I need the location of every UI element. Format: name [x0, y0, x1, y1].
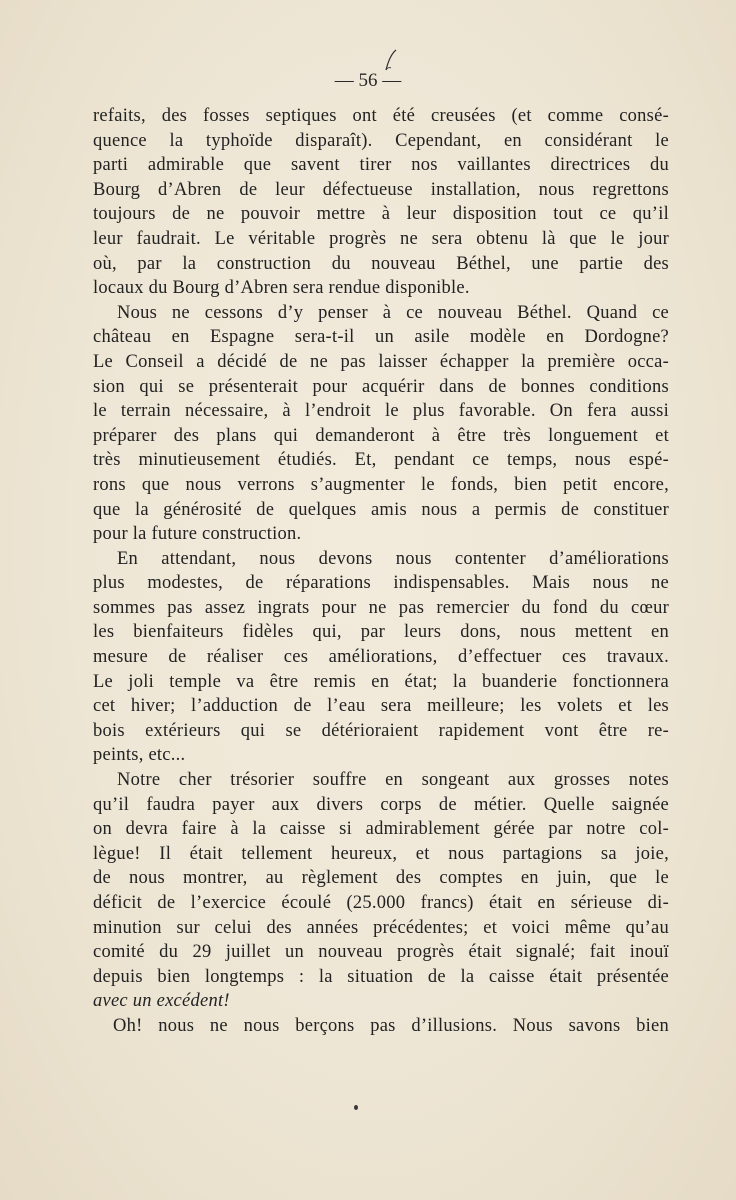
ink-dot [354, 1105, 358, 1110]
text-line: sommes pas assez ingrats pour ne pas remercier du fond du cœur [93, 597, 669, 618]
text-line: En attendant, nous devons nous contenter d’améliorations [117, 548, 669, 569]
text-line: minution sur celui des années précédentes; et voici même qu’au [93, 917, 669, 938]
text-line: rons que nous verrons s’augmenter le fonds, bien petit encore, [93, 474, 669, 495]
text-line: sion qui se présenterait pour acquérir dans de bonnes conditions [93, 376, 669, 397]
page-number: — 56 — [334, 70, 402, 91]
text-line: Notre cher trésorier souffre en songeant aux grosses notes [117, 770, 669, 791]
text-line: on devra faire à la caisse si admirablement gérée par notre col- [93, 819, 669, 840]
text-line: que la générosité de quelques amis nous a permis de constituer [93, 499, 669, 520]
text-line: quence la typhoïde disparaît). Cependant, en considérant le [93, 130, 669, 151]
text-line: avec un excédent! [93, 991, 230, 1012]
text-line: locaux du Bourg d’Abren sera rendue disponible. [93, 278, 470, 299]
text-line: Oh! nous ne nous berçons pas d’illusions. Nous savons bien [113, 1015, 669, 1036]
text-line: Nous ne cessons d’y penser à ce nouveau Béthel. Quand ce [117, 302, 669, 323]
text-line: lègue! Il était tellement heureux, et nous partagions sa joie, [93, 843, 669, 864]
text-line: depuis bien longtemps : la situation de la caisse était présentée [93, 966, 669, 987]
text-line: les bienfaiteurs fidèles qui, par leurs dons, nous mettent en [93, 622, 669, 643]
pen-mark-icon [384, 48, 398, 72]
text-line: de nous montrer, au règlement des comptes en juin, que le [93, 868, 669, 889]
text-line: qu’il faudra payer aux divers corps de métier. Quelle saignée [93, 794, 669, 815]
text-line: Le joli temple va être remis en état; la buanderie fonctionnera [93, 671, 669, 692]
text-line: plus modestes, de réparations indispensables. Mais nous ne [93, 573, 669, 594]
text-line: déficit de l’exercice écoulé (25.000 francs) était en sérieuse di- [93, 893, 669, 913]
text-line: cet hiver; l’adduction de l’eau sera meilleure; les volets et les [93, 696, 669, 717]
text-line: leur faudrait. Le véritable progrès ne sera obtenu là que le jour [93, 228, 669, 249]
text-line: bois extérieurs qui se détérioraient rapidement vont être re- [93, 720, 669, 741]
text-line: château en Espagne sera-t-il un asile modèle en Dordogne? [93, 327, 669, 348]
text-line: parti admirable que savent tirer nos vaillantes directrices du [93, 155, 669, 176]
text-line: comité du 29 juillet un nouveau progrès était signalé; fait inouï [93, 942, 669, 963]
text-line: refaits, des fosses septiques ont été creusées (et comme consé- [93, 106, 669, 126]
text-line: très minutieusement étudiés. Et, pendant ce temps, nous espé- [93, 450, 669, 471]
text-line: pour la future construction. [93, 524, 302, 545]
text-line: préparer des plans qui demanderont à être très longuement et [93, 425, 669, 446]
text-line: toujours de ne pouvoir mettre à leur disposition tout ce qu’il [93, 204, 669, 225]
text-line: Bourg d’Abren de leur défectueuse installation, nous regrettons [93, 179, 669, 200]
text-line: le terrain nécessaire, à l’endroit le plus favorable. On fera aussi [93, 401, 669, 422]
body-text [93, 104, 669, 1039]
text-line: peints, etc... [93, 745, 186, 766]
text-line: où, par la construction du nouveau Béthel, une partie des [93, 253, 669, 274]
text-line: Le Conseil a décidé de ne pas laisser échapper la première occa- [93, 351, 669, 372]
text-line: mesure de réaliser ces améliorations, d’effectuer ces travaux. [93, 647, 669, 668]
